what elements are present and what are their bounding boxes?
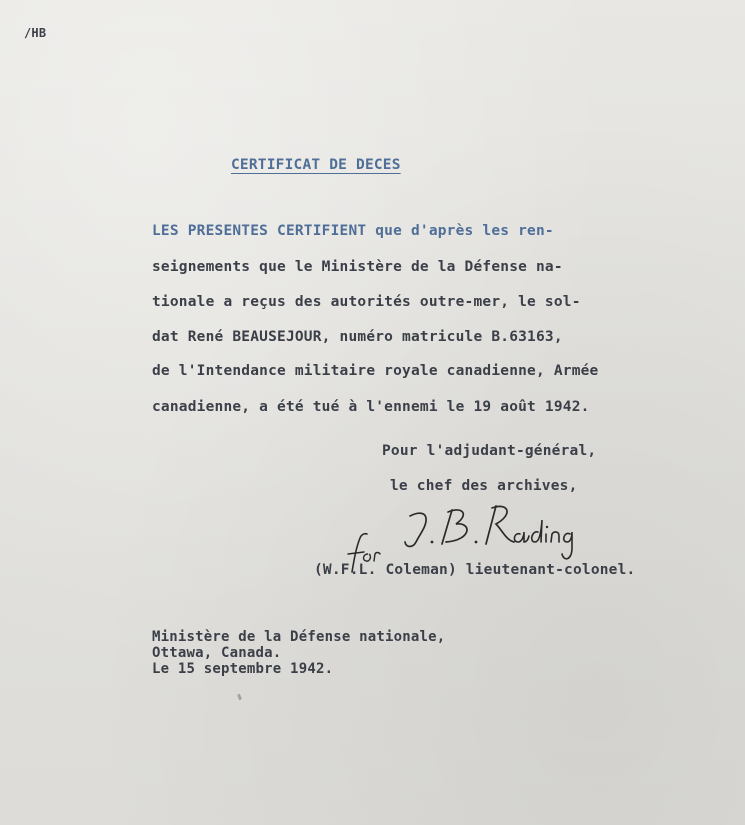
body-line-3: tionale a reçus des autorités outre-mer, le sol- [152, 294, 581, 310]
certificate-title: CERTIFICAT DE DECES [231, 157, 401, 173]
footer-ministry: Ministère de la Défense nationale, [152, 629, 446, 645]
body-line-6: canadienne, a été tué à l'ennemi le 19 août 1942. [152, 399, 590, 415]
footer-location: Ottawa, Canada. [152, 645, 282, 661]
reference-code: /HB [24, 26, 47, 40]
paper-speck [237, 694, 242, 701]
body-line-5: de l'Intendance militaire royale canadienne, Armée [152, 363, 599, 379]
sign-off-line-1: Pour l'adjudant-général, [382, 443, 597, 459]
footer-date: Le 15 septembre 1942. [152, 661, 334, 677]
body-line-4: dat René BEAUSEJOUR, numéro matricule B.63163, [152, 329, 563, 345]
sign-off-line-2: le chef des archives, [390, 478, 578, 494]
body-line-1: LES PRESENTES CERTIFIENT que d'après les ren- [152, 223, 554, 239]
body-line-2: seignements que le Ministère de la Défense na- [152, 259, 563, 275]
signer-name-rank: (W.F.L. Coleman) lieutenant-colonel. [314, 562, 636, 578]
